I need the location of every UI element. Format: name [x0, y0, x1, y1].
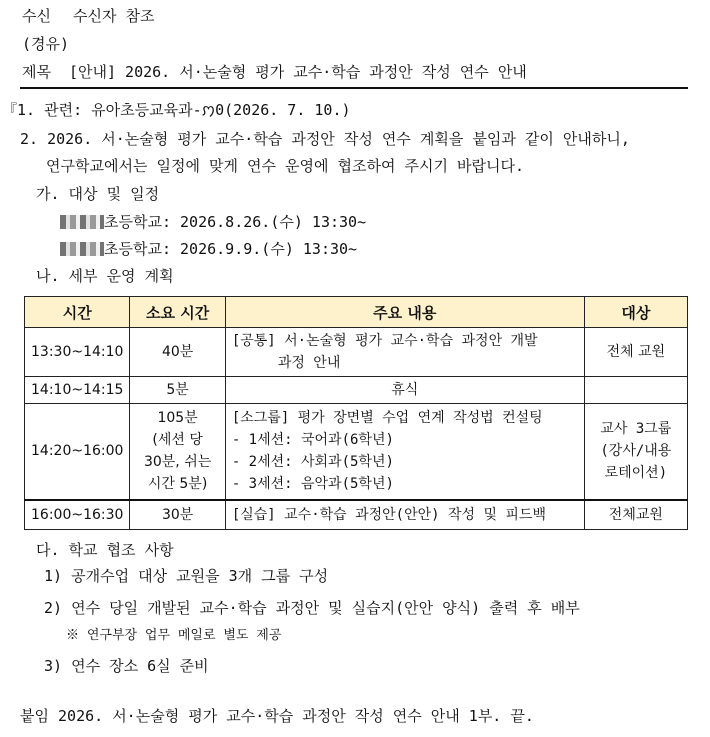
schedule-item-1	[60, 212, 366, 232]
cell-duration-line: 105분	[157, 410, 198, 427]
cell-duration-line: 40분	[161, 344, 194, 360]
section-a-heading: 가. 대상 및 일정	[36, 185, 160, 203]
cell-target	[584, 404, 687, 500]
cell-content-line: [공통] 서·논술형 평가 교수·학습 과정안 개발	[231, 333, 538, 349]
recipient-label: 수신	[22, 7, 51, 25]
cell-content	[225, 377, 584, 404]
cell-content-line: 과정 안내	[277, 355, 341, 371]
table-header-row	[25, 297, 688, 328]
cell-content-line: - 2세션: 사회과(5학년)	[231, 454, 394, 471]
cell-target-line: 로테이션)	[604, 465, 668, 482]
header-target: 대상	[584, 297, 687, 328]
cell-time: 14:10~14:15	[25, 377, 130, 404]
cooperation-item-3: 3) 연수 장소 6실 준비	[44, 657, 209, 675]
cell-duration-line: 5분	[166, 382, 189, 398]
section-c-heading: 다. 학교 협조 사항	[36, 541, 174, 559]
cell-content-line: - 3세션: 음악과(5학년)	[231, 476, 394, 493]
cooperation-item-2-note: ※ 연구부장 업무 메일로 별도 제공	[66, 628, 282, 643]
cell-target-line: 전체교원	[608, 506, 663, 523]
table-row	[25, 328, 688, 377]
cell-duration	[130, 328, 225, 377]
subject-label: 제목	[22, 63, 51, 81]
cell-content	[225, 328, 584, 377]
cell-content-line: 휴식	[391, 382, 419, 398]
header-duration: 소요 시간	[130, 297, 225, 328]
table-row	[25, 377, 688, 404]
cell-target-line: 교사 3그룹	[600, 421, 672, 438]
item-2-line-1: 2. 2026. 서·논술형 평가 교수·학습 과정안 작성 연수 계획을 붙임과 같이 안내하니,	[20, 130, 630, 148]
cell-duration	[130, 377, 225, 404]
cell-time: 13:30~14:10	[25, 328, 130, 377]
schedule-item-2-text: 초등학교: 2026.9.9.(수) 13:30~	[104, 240, 358, 258]
cell-content	[225, 404, 584, 500]
cell-time: 16:00~16:30	[25, 500, 130, 530]
attachment-line: 붙임 2026. 서·논술형 평가 교수·학습 과정안 작성 연수 안내 1부. 끝.	[20, 707, 534, 725]
cooperation-item-1: 1) 공개수업 대상 교원을 3개 그룹 구성	[44, 567, 329, 585]
schedule-table	[24, 296, 688, 530]
section-b-heading: 나. 세부 운영 계획	[36, 267, 174, 285]
via-row: (경유)	[22, 35, 70, 53]
cell-target-line: 전체 교원	[606, 344, 666, 360]
cell-duration-line: 시간 5분)	[147, 476, 208, 493]
cell-duration	[130, 500, 225, 530]
cell-content	[225, 500, 584, 530]
cell-duration-line: 30분, 쉬는	[143, 454, 212, 471]
cell-content-line: [소그룹] 평가 장면별 수업 연계 작성법 컨설팅	[231, 410, 543, 427]
header-divider	[20, 87, 688, 89]
item-2-line-2: 연구학교에서는 일정에 맞게 연수 운영에 협조하여 주시기 바랍니다.	[46, 157, 524, 175]
table-row	[25, 404, 688, 500]
schedule-item-1-text: 초등학교: 2026.8.26.(수) 13:30~	[104, 213, 367, 231]
schedule-item-2	[60, 239, 357, 259]
cooperation-item-2: 2) 연수 당일 개발된 교수·학습 과정안 및 실습지(안안 양식) 출력 후 배부	[44, 599, 580, 617]
cell-target-line: (강사/내용	[600, 443, 672, 460]
cell-target	[584, 500, 687, 530]
subject-value: [안내] 2026. 서·논술형 평가 교수·학습 과정안 작성 연수 안내	[68, 63, 527, 81]
cell-duration	[130, 404, 225, 500]
subject-row	[22, 62, 527, 82]
recipient-value: 수신자 참조	[72, 7, 155, 25]
recipient-row	[22, 6, 154, 26]
table-row	[25, 500, 688, 530]
cell-target	[584, 377, 687, 404]
cell-content-line: [실습] 교수·학습 과정안(안안) 작성 및 피드백	[231, 506, 547, 523]
header-time: 시간	[25, 297, 130, 328]
cell-content-line: - 1세션: 국어과(6학년)	[231, 432, 394, 449]
cell-time: 14:20~16:00	[25, 404, 130, 500]
cell-target	[584, 328, 687, 377]
header-content: 주요 내용	[225, 297, 584, 328]
redacted-school-name	[60, 242, 104, 256]
cell-duration-line: 30분	[161, 506, 194, 523]
redacted-school-name	[60, 215, 104, 229]
cell-duration-line: (세션 당	[152, 432, 203, 449]
item-1-related: 『1. 관련: 유아초등교육과-ꩀ0(2026. 7. 10.)	[2, 101, 351, 119]
